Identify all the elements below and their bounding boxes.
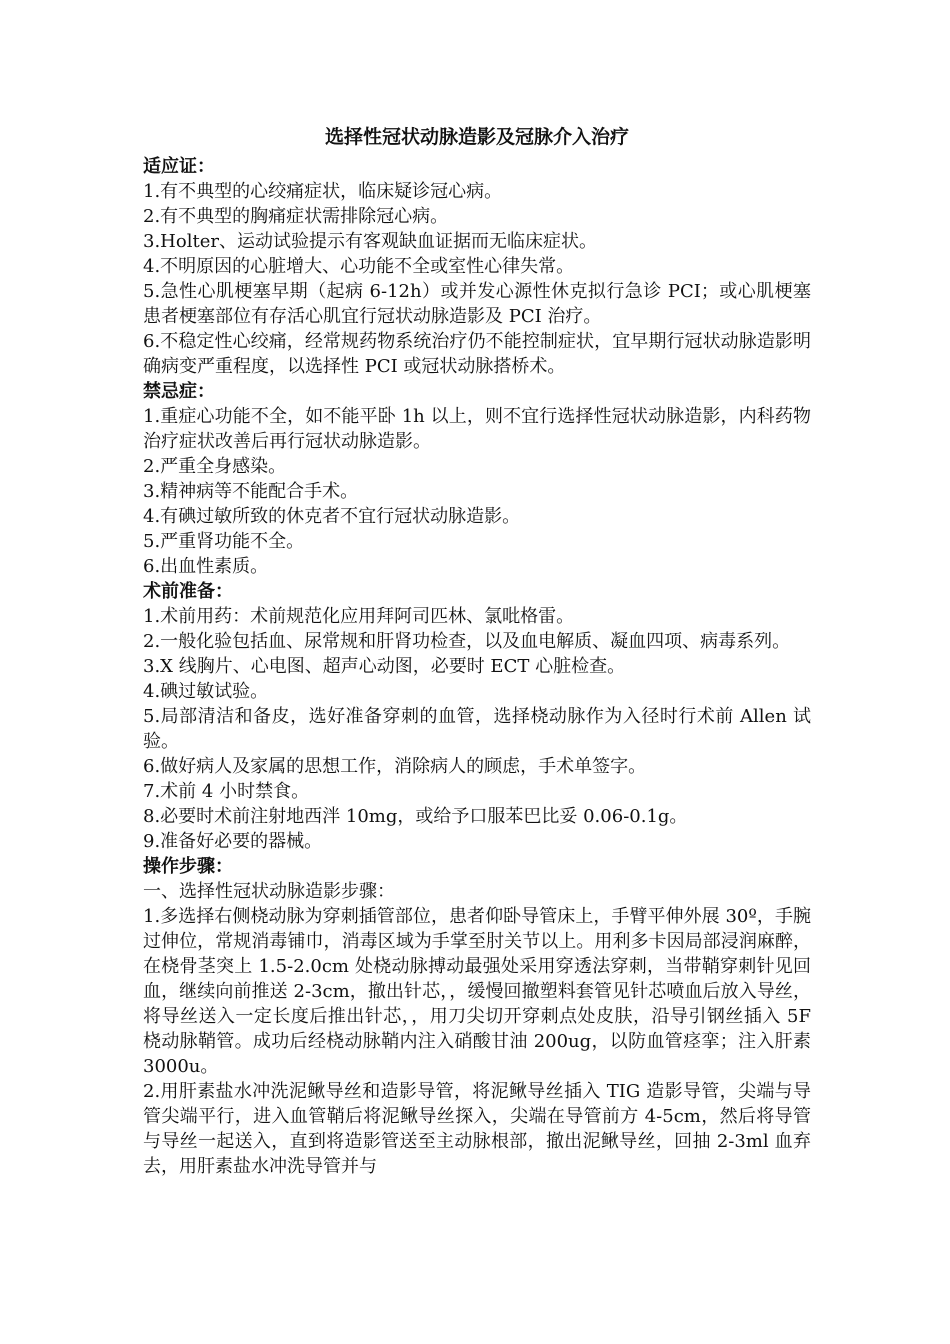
- section-heading: 禁忌症：: [143, 381, 215, 402]
- list-item: 3.X 线胸片、心电图、超声心动图，必要时 ECT 心脏检查。: [143, 656, 626, 677]
- list-item: 1.有不典型的心绞痛症状，临床疑诊冠心病。: [143, 181, 503, 202]
- list-item: 9.准备好必要的器械。: [143, 831, 323, 852]
- list-item: 1.多选择右侧桡动脉为穿刺插管部位，患者仰卧导管床上，手臂平伸外展 30º，手腕过伸位，常规消毒铺巾，消毒区域为手掌至肘关节以上。用利多卡因局部浸润麻醉，在桡骨茎突上 1.5-2.0cm 处桡动脉搏动最强处采用穿透法穿刺，当带鞘穿刺针见回血，继续向前推送 2-3cm，撤出针芯，，缓慢回撤塑料套管见针芯喷血后放入导丝，将导丝送入一定长度后推出针芯，，用刀尖切开穿刺点处皮肤，沿导引钢丝插入 5F 桡动脉鞘管。成功后经桡动脉鞘内注入硝酸甘油 200ug，以防血管痉挛；注入肝素 3000u。: [143, 906, 811, 1077]
- section-heading: 术前准备：: [143, 581, 233, 602]
- list-item: 1.重症心功能不全，如不能平卧 1h 以上，则不宜行选择性冠状动脉造影，内科药物治疗症状改善后再行冠状动脉造影。: [143, 406, 811, 452]
- list-item: 6.做好病人及家属的思想工作，消除病人的顾虑，手术单签字。: [143, 756, 647, 777]
- section-procedure: [143, 854, 811, 1179]
- list-item: 2.用肝素盐水冲洗泥鳅导丝和造影导管，将泥鳅导丝插入 TIG 造影导管，尖端与导管尖端平行，进入血管鞘后将泥鳅导丝探入，尖端在导管前方 4-5cm，然后将导管与导丝一起送入，直到将造影管送至主动脉根部，撤出泥鳅导丝，回抽 2-3ml 血弃去，用肝素盐水冲洗导管并与: [143, 1081, 811, 1177]
- list-item: 3.Holter、运动试验提示有客观缺血证据而无临床症状。: [143, 231, 597, 252]
- list-item: 7.术前 4 小时禁食。: [143, 781, 310, 802]
- list-item: 5.严重肾功能不全。: [143, 531, 305, 552]
- list-item: 6.不稳定性心绞痛，经常规药物系统治疗仍不能控制症状，宜早期行冠状动脉造影明确病变严重程度，以选择性 PCI 或冠状动脉搭桥术。: [143, 331, 811, 377]
- list-item: 5.局部清洁和备皮，选好准备穿刺的血管，选择桡动脉作为入径时行术前 Allen 试验。: [143, 706, 811, 752]
- list-item: 一、选择性冠状动脉造影步骤：: [143, 881, 395, 902]
- list-item: 4.碘过敏试验。: [143, 681, 269, 702]
- list-item: 2.严重全身感染。: [143, 456, 287, 477]
- list-item: 4.有碘过敏所致的休克者不宜行冠状动脉造影。: [143, 506, 521, 527]
- section-heading: 操作步骤：: [143, 856, 233, 877]
- list-item: 5.急性心肌梗塞早期（起病 6-12h）或并发心源性休克拟行急诊 PCI；或心肌梗塞患者梗塞部位有存活心肌宜行冠状动脉造影及 PCI 治疗。: [143, 281, 811, 327]
- section-preparation: [143, 579, 811, 854]
- section-contraindications: [143, 379, 811, 579]
- list-item: 6.出血性素质。: [143, 556, 269, 577]
- section-heading: 适应证：: [143, 156, 215, 177]
- list-item: 2.一般化验包括血、尿常规和肝肾功检查，以及血电解质、凝血四项、病毒系列。: [143, 631, 791, 652]
- document-body: [143, 120, 811, 1179]
- list-item: 3.精神病等不能配合手术。: [143, 481, 359, 502]
- document-title: 选择性冠状动脉造影及冠脉介入治疗: [324, 126, 629, 148]
- list-item: 4.不明原因的心脏增大、心功能不全或室性心律失常。: [143, 256, 575, 277]
- section-indications: [143, 154, 811, 379]
- list-item: 8.必要时术前注射地西泮 10mg，或给予口服苯巴比妥 0.06-0.1g。: [143, 806, 688, 827]
- list-item: 2.有不典型的胸痛症状需排除冠心病。: [143, 206, 449, 227]
- list-item: 1.术前用药：术前规范化应用拜阿司匹林、氯吡格雷。: [143, 606, 575, 627]
